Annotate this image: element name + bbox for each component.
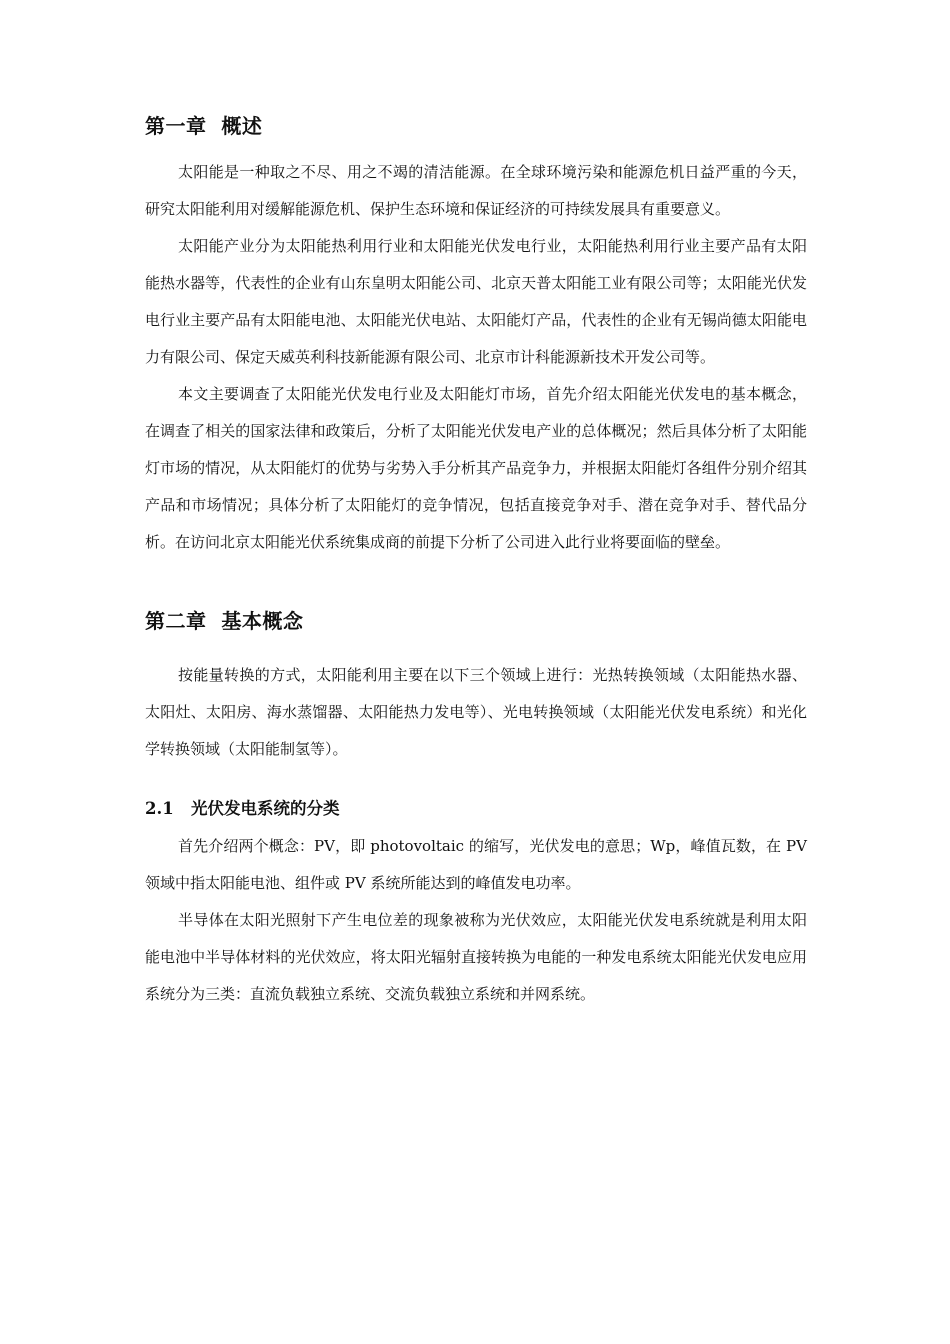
chapter-2-paragraph-1: 按能量转换的方式，太阳能利用主要在以下三个领域上进行：光热转换领域（太阳能热水器、太阳灶、太阳房、海水蒸馏器、太阳能热力发电等）、光电转换领域（太阳能光伏发电系统）和光化学转换领域（太阳能制氢等）。 (145, 666, 807, 758)
chapter-2-heading: 第二章 基本概念 (145, 609, 304, 633)
section-2-1-heading: 2.1 光伏发电系统的分类 (145, 799, 340, 818)
chapter-1-paragraph-2: 太阳能产业分为太阳能热利用行业和太阳能光伏发电行业，太阳能热利用行业主要产品有太阳能热水器等，代表性的企业有山东皇明太阳能公司、北京天普太阳能工业有限公司等；太阳能光伏发电行业主要产品有太阳能电池、太阳能光伏电站、太阳能灯产品，代表性的企业有无锡尚德太阳能电力有限公司、保定天威英利科技新能源有限公司、北京市计科能源新技术开发公司等。 (145, 237, 807, 366)
section-2-1-paragraph-1: 首先介绍两个概念：PV，即 photovoltaic 的缩写，光伏发电的意思；Wp，峰值瓦数，在 PV 领域中指太阳能电池、组件或 PV 系统所能达到的峰值发电功率。 (145, 837, 807, 892)
chapter-2-body (145, 657, 807, 768)
chapter-1-paragraph-3: 本文主要调查了太阳能光伏发电行业及太阳能灯市场，首先介绍太阳能光伏发电的基本概念，在调查了相关的国家法律和政策后，分析了太阳能光伏发电产业的总体概况；然后具体分析了太阳能灯市场的情况，从太阳能灯的优势与劣势入手分析其产品竞争力，并根据太阳能灯各组件分别介绍其产品和市场情况；具体分析了太阳能灯的竞争情况，包括直接竞争对手、潜在竞争对手、替代品分析。在访问北京太阳能光伏系统集成商的前提下分析了公司进入此行业将要面临的壁垒。 (145, 385, 807, 551)
chapter-1-body (145, 154, 807, 561)
chapter-1-paragraph-1: 太阳能是一种取之不尽、用之不竭的清洁能源。在全球环境污染和能源危机日益严重的今天，研究太阳能利用对缓解能源危机、保护生态环境和保证经济的可持续发展具有重要意义。 (145, 163, 807, 218)
section-2-1-body (145, 828, 807, 1013)
chapter-1-heading: 第一章 概述 (145, 114, 263, 138)
document-page (145, 100, 807, 1013)
section-2-1-paragraph-2: 半导体在太阳光照射下产生电位差的现象被称为光伏效应，太阳能光伏发电系统就是利用太阳能电池中半导体材料的光伏效应，将太阳光辐射直接转换为电能的一种发电系统太阳能光伏发电应用系统分为三类：直流负载独立系统、交流负载独立系统和并网系统。 (145, 911, 807, 1003)
